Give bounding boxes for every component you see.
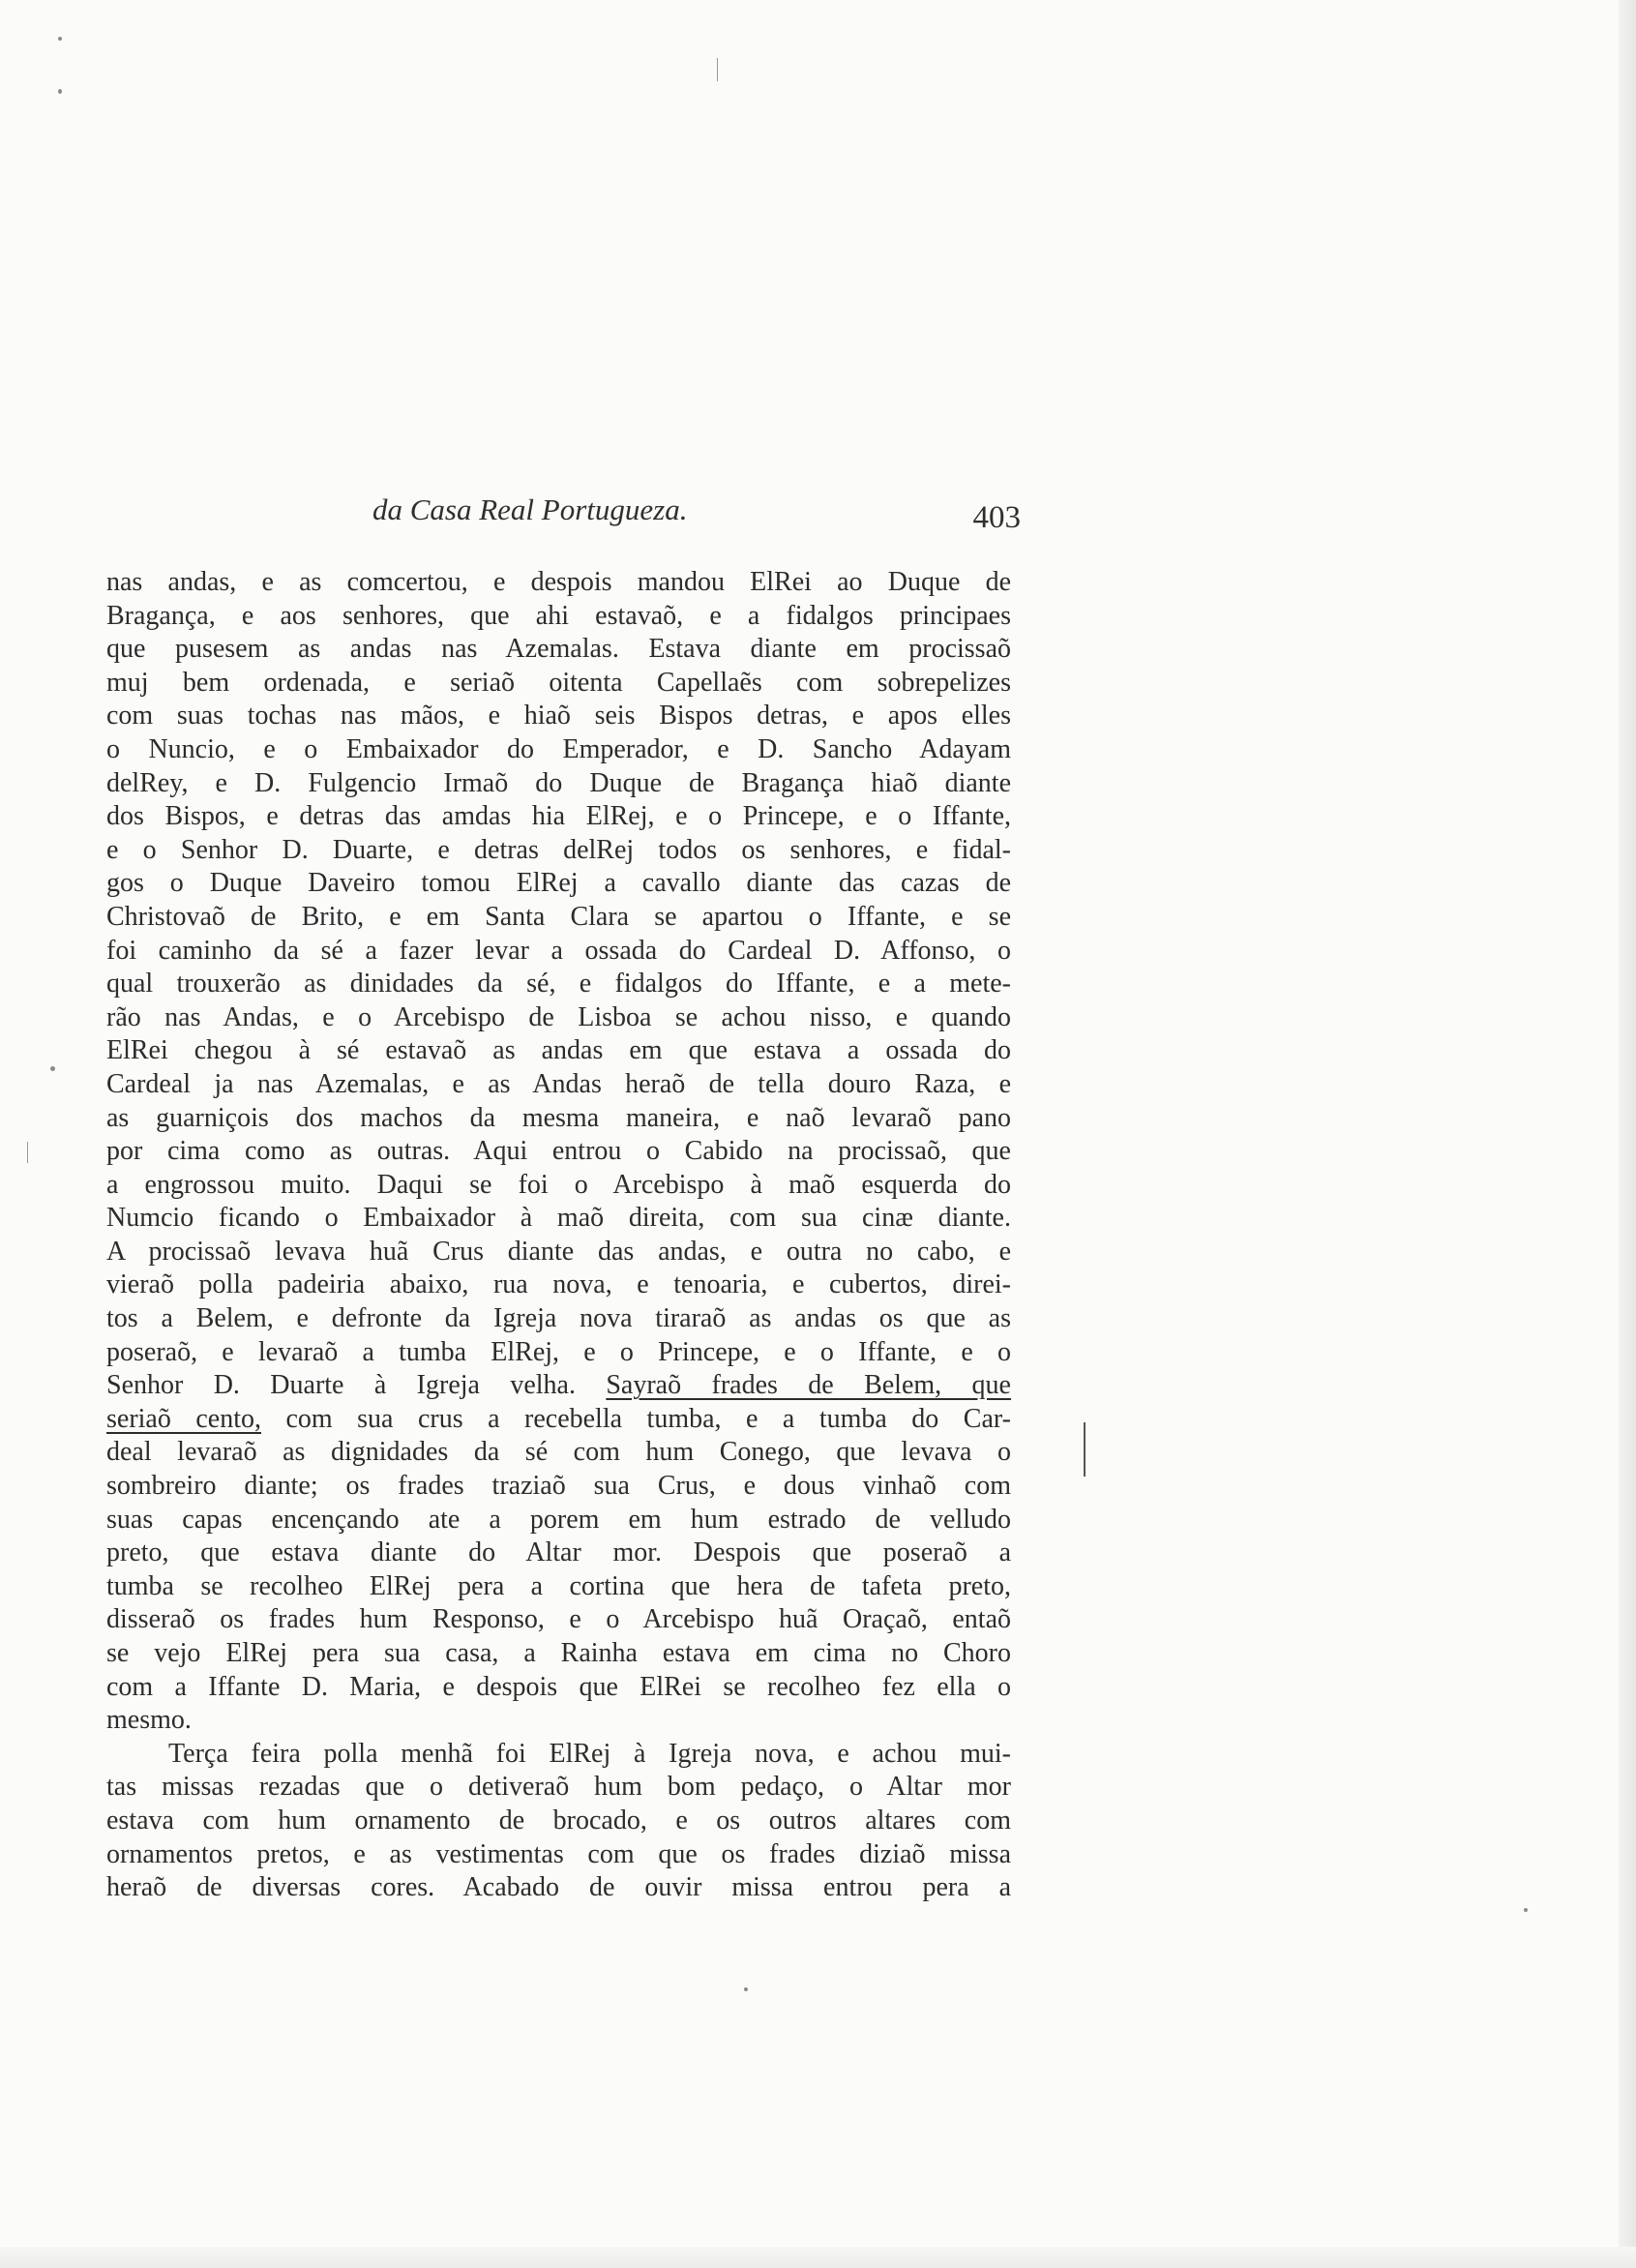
text-line: as guarniçois dos machos da mesma maneira, e naõ levaraõ pano — [106, 1102, 1011, 1133]
text-line: vieraõ polla padeiria abaixo, rua nova, e tenoaria, e cubertos, direi- — [106, 1269, 1011, 1300]
text-line: sombreiro diante; os frades traziaõ sua Crus, e dous vinhaõ com — [106, 1471, 1011, 1502]
running-header — [106, 489, 1021, 537]
text-line: que pusesem as andas nas Azemalas. Estava diante em procissaõ — [106, 634, 1011, 665]
paragraph-1 — [106, 566, 1011, 1738]
margin-pencil-mark — [1084, 1422, 1086, 1477]
text-line: qual trouxerão as dinidades da sé, e fidalgos do Iffante, e a mete- — [106, 969, 1011, 1000]
scan-speck — [58, 37, 62, 41]
text-line: tos a Belem, e defronte da Igreja nova tiraraõ as andas os que as — [106, 1303, 1011, 1334]
scan-speck — [50, 1066, 55, 1071]
text-line: a engrossou muito. Daqui se foi o Arcebispo à maõ esquerda do — [106, 1169, 1011, 1200]
scan-speck — [744, 1987, 748, 1991]
text-line: estava com hum ornamento de brocado, e os outros altares com — [106, 1805, 1011, 1835]
text-line: heraõ de diversas cores. Acabado de ouvir missa entrou pera a — [106, 1872, 1011, 1903]
text-line: e o Senhor D. Duarte, e detras delRej todos os senhores, e fidal- — [106, 834, 1011, 865]
text-line — [106, 1403, 1011, 1437]
underlined-passage: seriaõ cento, — [106, 1403, 261, 1434]
text-line: disseraõ os frades hum Responso, e o Arcebispo huã Oraçaõ, entaõ — [106, 1604, 1011, 1635]
scan-speck — [1524, 1908, 1528, 1912]
text-line: Bragança, e aos senhores, que ahi estavaõ, e a fidalgos principaes — [106, 600, 1011, 631]
text-line: o Nuncio, e o Embaixador do Emperador, e D. Sancho Adayam — [106, 733, 1011, 764]
text-line: Cardeal ja nas Azemalas, e as Andas heraõ de tella douro Raza, e — [106, 1068, 1011, 1099]
text-line: se vejo ElRej pera sua casa, a Rainha estava em cima no Choro — [106, 1638, 1011, 1668]
page-number: 403 — [972, 500, 1021, 535]
text-line: ElRei chegou à sé estavaõ as andas em que estava a ossada do — [106, 1035, 1011, 1066]
text-line: preto, que estava diante do Altar mor. Despois que poseraõ a — [106, 1537, 1011, 1568]
text-line: tumba se recolheo ElRej pera a cortina que hera de tafeta preto, — [106, 1570, 1011, 1601]
running-title: da Casa Real Portugueza. — [372, 492, 688, 526]
text-line: com a Iffante D. Maria, e despois que ElRei se recolheo fez ella o — [106, 1671, 1011, 1702]
text-line: Christovaõ de Brito, e em Santa Clara se apartou o Iffante, e se — [106, 901, 1011, 932]
text-line: suas capas encençando ate a porem em hum estrado de velludo — [106, 1504, 1011, 1535]
scan-speck — [58, 89, 62, 94]
text-line: poseraõ, e levaraõ a tumba ElRej, e o Princepe, e o Iffante, e o — [106, 1336, 1011, 1367]
text-line: muj bem ordenada, e seriaõ oitenta Capellaẽs com sobrepelizes — [106, 667, 1011, 698]
scan-mark-top — [717, 58, 718, 81]
page-edge-right — [1619, 0, 1636, 2268]
text-line: por cima como as outras. Aqui entrou o Cabido na procissaõ, que — [106, 1136, 1011, 1167]
text-line: deal levaraõ as dignidades da sé com hum Conego, que levava o — [106, 1437, 1011, 1468]
text-line — [106, 1369, 1011, 1403]
text-line: foi caminho da sé a fazer levar a ossada do Cardeal D. Affonso, o — [106, 935, 1011, 966]
text-segment: com sua crus a recebella tumba, e a tumba do Car- — [260, 1403, 1011, 1434]
text-line: Terça feira polla menhã foi ElRej à Igreja nova, e achou mui- — [168, 1738, 1011, 1769]
text-line: tas missas rezadas que o detiveraõ hum bom pedaço, o Altar mor — [106, 1772, 1011, 1803]
text-line: nas andas, e as comcertou, e despois mandou ElRei ao Duque de — [106, 567, 1011, 597]
paragraph-2 — [106, 1738, 1011, 1905]
text-line: rão nas Andas, e o Arcebispo de Lisboa se achou nisso, e quando — [106, 1001, 1011, 1032]
page-edge-bottom — [0, 2247, 1636, 2268]
text-segment: Senhor D. Duarte à Igreja velha. — [106, 1370, 607, 1401]
body-text — [106, 566, 1011, 1905]
text-line: A procissaõ levava huã Crus diante das andas, e outra no cabo, e — [106, 1236, 1011, 1267]
scan-mark-left — [27, 1142, 28, 1163]
text-line: com suas tochas nas mãos, e hiaõ seis Bispos detras, e apos elles — [106, 701, 1011, 731]
underlined-passage: Sayraõ frades de Belem, que — [606, 1370, 1011, 1401]
text-line: Numcio ficando o Embaixador à maõ direita, com sua cinæ diante. — [106, 1203, 1011, 1234]
text-line: ornamentos pretos, e as vestimentas com que os frades diziaõ missa — [106, 1838, 1011, 1869]
text-line: delRey, e D. Fulgencio Irmaõ do Duque de Bragança hiaõ diante — [106, 767, 1011, 798]
text-line: mesmo. — [106, 1705, 192, 1736]
text-line: gos o Duque Daveiro tomou ElRej a cavallo diante das cazas de — [106, 868, 1011, 899]
text-line: dos Bispos, e detras das amdas hia ElRej, e o Princepe, e o Iffante, — [106, 801, 1011, 832]
